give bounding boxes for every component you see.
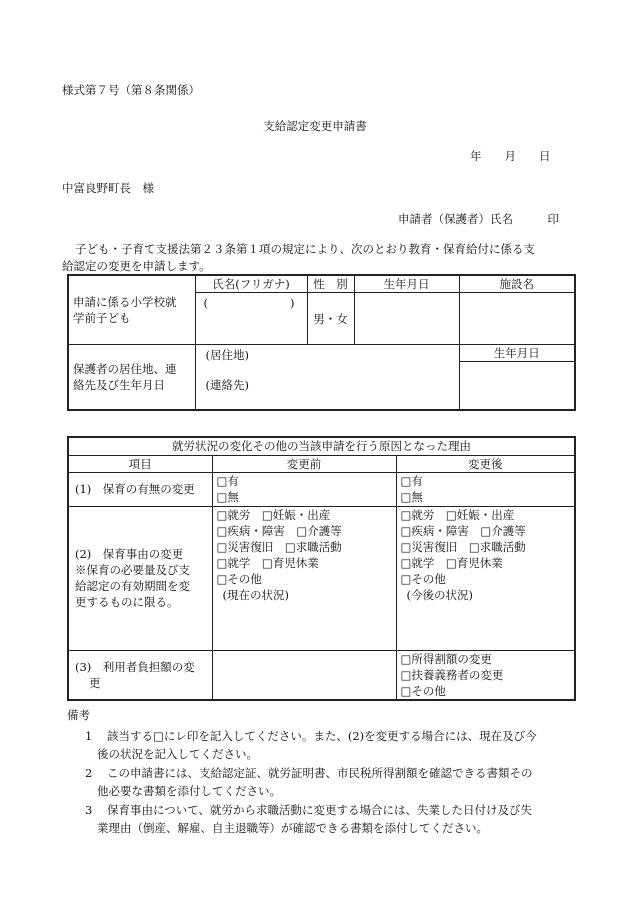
row3-before-cell xyxy=(212,650,396,700)
header-item: 項目 xyxy=(68,455,212,472)
remark-item: 3 保育事由について、就労から求職活動に変更する場合には、失業した日付け及び失 業理由（倒産、解雇、自主退職等）が確認できる書類を添付してください。 xyxy=(85,803,533,835)
checkbox-option[interactable]: □ 疾病・障害 □介護等 xyxy=(217,523,392,539)
child-label-cell: 申請に係る小学校就 学前子ども xyxy=(68,275,195,345)
checkbox-option[interactable]: □ 有 xyxy=(217,473,392,489)
guardian-label-cell: 保護者の居住地、連 絡先及び生年月日 xyxy=(68,345,195,410)
header-facility: 施設名 xyxy=(459,275,575,293)
checkbox-option[interactable]: □ 就労 □妊娠・出産 xyxy=(217,507,392,523)
date-field: 年 月 日 xyxy=(470,149,551,163)
intro-line-1: 子ども・子育て支援法第２３条第１項の規定により、次のとおり教育・保育給付に係る支 xyxy=(75,242,535,256)
checkbox-option[interactable]: □ その他 xyxy=(401,571,571,587)
child-facility-field[interactable] xyxy=(459,293,575,345)
checkbox-option[interactable]: □ その他 xyxy=(217,571,392,587)
child-name-field[interactable]: ( ) xyxy=(195,293,307,345)
child-guardian-table xyxy=(67,274,576,411)
header-before: 変更前 xyxy=(212,455,396,472)
checkbox-option[interactable]: □ その他 xyxy=(401,683,571,699)
row3-label: (3) 利用者負担額の変 更 xyxy=(68,650,212,700)
row2-after-cell xyxy=(396,506,575,650)
remarks-section xyxy=(67,707,587,838)
intro-line-2: 給認定の変更を申請します。 xyxy=(62,259,211,273)
header-after: 変更後 xyxy=(396,455,575,472)
row1-label: (1) 保育の有無の変更 xyxy=(68,472,212,506)
row1-before-cell xyxy=(212,472,396,506)
reason-table-title: 就労状況の変化その他の当該申請を行う原因となった理由 xyxy=(68,437,575,455)
row1-after-cell xyxy=(396,472,575,506)
row3-after-cell xyxy=(396,650,575,700)
form-number: 様式第７号（第８条関係） xyxy=(62,83,200,97)
header-name: 氏名(フリガナ) xyxy=(195,275,307,293)
checkbox-option[interactable]: □ 疾病・障害 □介護等 xyxy=(401,523,571,539)
checkbox-option[interactable]: □ 災害復旧 □求職活動 xyxy=(401,539,571,555)
row2-label: (2) 保育事由の変更 ※保育の必要量及び支 給認定の有効期間を変 更するものに限る。 xyxy=(68,506,212,650)
guardian-birthdate-field[interactable] xyxy=(459,362,575,410)
header-birthdate: 生年月日 xyxy=(354,275,459,293)
checkbox-option[interactable]: □ 無 xyxy=(217,489,392,505)
checkbox-option[interactable]: □ 就学 □育児休業 xyxy=(217,555,392,571)
checkbox-option[interactable]: □ 無 xyxy=(401,489,571,505)
guardian-address-contact-field[interactable]: (居住地) (連絡先) xyxy=(195,345,459,410)
child-birthdate-field[interactable] xyxy=(354,293,459,345)
remarks-heading: 備考 xyxy=(67,708,90,722)
future-status-note: (今後の状況) xyxy=(406,587,473,602)
applicant-name-line: 申請者（保護者）氏名 印 xyxy=(398,212,559,226)
guardian-birthdate-header: 生年月日 xyxy=(459,345,575,362)
checkbox-option[interactable]: □ 有 xyxy=(401,473,571,489)
change-reason-table xyxy=(67,436,576,701)
header-sex: 性 別 xyxy=(307,275,354,293)
checkbox-option[interactable]: □ 所得割額の変更 xyxy=(401,651,571,667)
row2-before-cell xyxy=(212,506,396,650)
child-sex-field[interactable]: 男・女 xyxy=(307,293,354,345)
addressee: 中富良野町長 様 xyxy=(62,181,154,195)
document-title: 支給認定変更申請書 xyxy=(263,119,367,133)
current-status-note: (現在の状況) xyxy=(222,587,289,602)
checkbox-option[interactable]: □ 扶養義務者の変更 xyxy=(401,667,571,683)
checkbox-option[interactable]: □ 就労 □妊娠・出産 xyxy=(401,507,571,523)
remark-item: 1 該当する□にレ印を記入してください。また、(2)を変更する場合には、現在及び今 後の状況を記入してください。 xyxy=(85,729,537,761)
checkbox-option[interactable]: □ 災害復旧 □求職活動 xyxy=(217,539,392,555)
checkbox-option[interactable]: □ 就学 □育児休業 xyxy=(401,555,571,571)
remark-item: 2 この申請書には、支給認定証、就労証明書、市民税所得割額を確認できる書類その 他必要な書類を添付してください。 xyxy=(85,766,533,798)
